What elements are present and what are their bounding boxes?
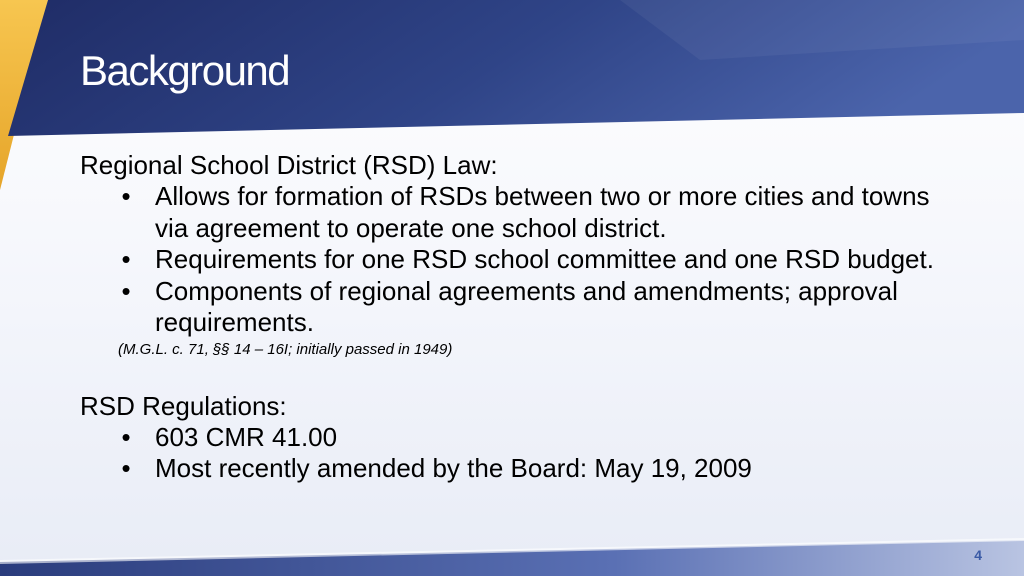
section-heading-rsd-law: Regional School District (RSD) Law:	[80, 150, 498, 180]
page-number: 4	[974, 547, 982, 563]
section-heading-rsd-regulations: RSD Regulations:	[80, 390, 287, 421]
bullet-text: Requirements for one RSD school committee and one RSD budget.	[155, 244, 934, 274]
list-item	[80, 422, 960, 454]
bullet-icon: •	[121, 244, 131, 274]
legal-citation: (M.G.L. c. 71, §§ 14 – 16I; initially passed in 1949)	[118, 340, 453, 358]
section-spacer	[80, 361, 960, 391]
bullet-text: Allows for formation of RSDs between two or more cities and towns via agreement to operate one school district.	[155, 181, 930, 243]
slide-content	[80, 150, 960, 485]
bullet-icon: •	[121, 275, 131, 306]
bullet-icon: •	[121, 421, 131, 452]
rsd-regulations-bullets	[80, 422, 960, 485]
list-item	[80, 453, 960, 485]
bullet-text: 603 CMR 41.00	[155, 421, 338, 452]
bullet-icon: •	[121, 181, 131, 211]
bullet-text: Most recently amended by the Board: May 19, 2009	[155, 453, 752, 483]
bullet-icon: •	[121, 453, 131, 483]
rsd-law-bullets	[80, 181, 960, 339]
list-item	[80, 181, 960, 244]
slide-title: Background	[80, 47, 290, 94]
bullet-text: Components of regional agreements and amendments; approval requirements.	[155, 275, 898, 337]
list-item	[80, 276, 960, 339]
list-item	[80, 244, 960, 276]
